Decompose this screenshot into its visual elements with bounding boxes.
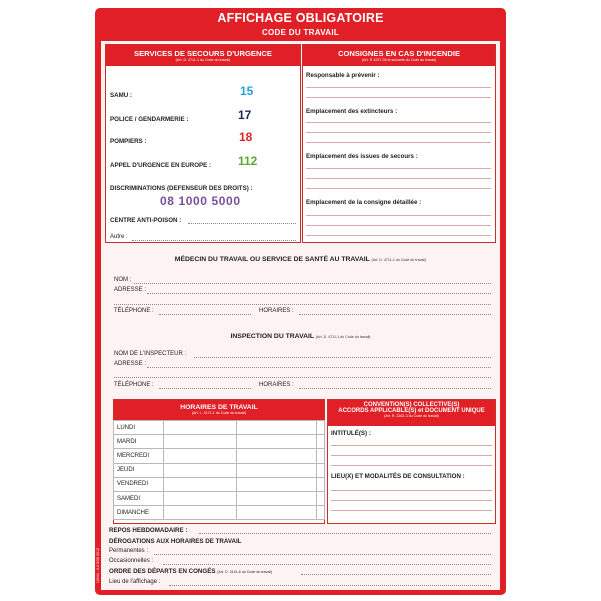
police-number: 17 [238, 108, 252, 122]
convention-title-1: CONVENTION(S) COLLECTIVE(S) [363, 402, 460, 408]
write-line [331, 510, 492, 511]
table-row [114, 463, 325, 477]
inspection-title-text: INSPECTION DU TRAVAIL [230, 333, 314, 340]
police-label: POLICE / GENDARMERIE : [110, 116, 189, 123]
antipoison-label: CENTRE ANTI-POISON : [110, 217, 182, 224]
incendie-panel [302, 44, 496, 243]
vertical-reference: 10044 - 3-3 SGS 0012 [96, 547, 100, 583]
repos-label: REPOS HEBDOMADAIRE : [109, 527, 188, 534]
inspection-horaires-line [299, 388, 491, 389]
write-line [331, 445, 492, 446]
inspection-telephone-label: TÉLÉPHONE : [114, 382, 154, 388]
discriminations-number: 08 1000 5000 [160, 194, 241, 208]
incendie-ref: (Art. R 4227-28 et suivants du Code du travail) [361, 58, 437, 62]
write-line [306, 225, 491, 226]
schedule-cell [163, 491, 237, 505]
medecin-horaires-label: HORAIRES : [259, 308, 294, 314]
schedule-cell [237, 463, 317, 477]
inspection-adresse-line-2 [114, 377, 491, 378]
day-label: VENDREDI [114, 477, 164, 491]
schedule-cell [163, 477, 237, 491]
inspection-nom-label: NOM DE L'INSPECTEUR : [114, 351, 187, 357]
schedule-cell [237, 506, 317, 520]
ordre-label [109, 568, 272, 575]
schedule-cell [317, 506, 325, 520]
europe-number: 112 [238, 154, 258, 168]
inspection-ref: (Art. D. 4711-1 du Code du travail) [315, 335, 371, 339]
responsable-label: Responsable à prévenir : [306, 72, 380, 79]
write-line [331, 465, 492, 466]
derogations-label: DÉROGATIONS AUX HORAIRES DE TRAVAIL [109, 538, 242, 545]
extincteurs-label: Emplacement des extincteurs : [306, 108, 398, 115]
day-label: DIMANCHE [114, 506, 164, 520]
inspection-horaires-label: HORAIRES : [259, 382, 294, 388]
table-row [114, 449, 325, 463]
write-line [306, 168, 491, 169]
inspection-adresse-label: ADRESSE : [114, 361, 147, 367]
medecin-title [101, 256, 500, 263]
incendie-title: CONSIGNES EN CAS D'INCENDIE [337, 49, 461, 58]
convention-title-2: ACCORDS APPLICABLE(S) et DOCUMENT UNIQUE [338, 408, 485, 414]
table-row [114, 421, 325, 435]
write-line [306, 142, 491, 143]
write-line [306, 87, 491, 88]
repos-line [199, 533, 491, 534]
convention-header [328, 400, 495, 426]
day-label: SAMEDI [114, 491, 164, 505]
permanentes-line [154, 554, 491, 555]
consigne-label: Emplacement de la consigne détaillée : [306, 199, 422, 206]
pompiers-label: POMPIERS : [110, 138, 147, 145]
inspection-title [101, 333, 500, 340]
medecin-adresse-line [147, 293, 491, 294]
autre-label: Autre : [110, 234, 128, 240]
schedule-cell [237, 477, 317, 491]
table-row [114, 491, 325, 505]
intitule-label: INTITULÉ(S) : [331, 430, 371, 437]
schedule-cell [237, 435, 317, 449]
write-line [331, 490, 492, 491]
medecin-horaires-line [299, 314, 491, 315]
secours-title: SERVICES DE SECOURS D'URGENCE [134, 49, 272, 58]
schedule-cell [163, 449, 237, 463]
write-line [306, 215, 491, 216]
poster-subtitle: CODE DU TRAVAIL [261, 28, 340, 37]
day-label: MERCREDI [114, 449, 164, 463]
europe-label: APPEL D'URGENCE EN EUROPE : [110, 162, 212, 169]
schedule-cell [237, 449, 317, 463]
write-line [331, 455, 492, 456]
table-row [114, 435, 325, 449]
write-line [306, 235, 491, 236]
day-label: LUNDI [114, 421, 164, 435]
schedule-cell [317, 491, 325, 505]
poster-body [101, 41, 500, 590]
medecin-telephone-line [159, 314, 251, 315]
write-line [306, 188, 491, 189]
schedule-cell [163, 506, 237, 520]
horaires-panel [113, 399, 325, 524]
autre-line [132, 240, 296, 241]
schedule-cell [163, 421, 237, 435]
samu-number: 15 [240, 84, 254, 98]
horaires-title: HORAIRES DE TRAVAIL [180, 404, 258, 411]
write-line [306, 132, 491, 133]
inspection-adresse-line [147, 367, 491, 368]
antipoison-line [188, 223, 296, 224]
medecin-nom-label: NOM : [114, 277, 132, 283]
lieu-affichage-line [169, 585, 491, 586]
secours-header [106, 45, 300, 66]
medecin-ref: (Art. D. 4711-1 du Code du travail) [371, 258, 427, 262]
ordre-text: ORDRE DES DÉPARTS EN CONGÉS [109, 568, 216, 575]
write-line [306, 122, 491, 123]
ordre-ref: (Art. D. 3141-6 du Code du travail) [217, 570, 273, 574]
discriminations-label: DISCRIMINATIONS (DEFENSEUR DES DROITS) : [110, 185, 253, 192]
medecin-nom-line [134, 283, 491, 284]
secours-panel [105, 44, 301, 243]
permanentes-label: Permanentes : [109, 548, 149, 554]
write-line [306, 97, 491, 98]
horaires-table [113, 420, 325, 520]
secours-ref: (Art. D. 4711-1 du Code du travail) [175, 58, 231, 62]
schedule-cell [317, 477, 325, 491]
occasionnelles-line [163, 564, 491, 565]
medecin-adresse-label: ADRESSE : [114, 287, 147, 293]
poster-sheet [95, 8, 506, 595]
lieu-affichage-label: Lieu de l'affichage : [109, 579, 161, 585]
convention-panel [327, 399, 496, 524]
schedule-cell [237, 421, 317, 435]
write-line [306, 178, 491, 179]
day-label: MARDI [114, 435, 164, 449]
schedule-cell [237, 491, 317, 505]
ordre-line [301, 574, 491, 575]
write-line [331, 500, 492, 501]
convention-ref: (Art. R. 2262-3 du Code du travail) [384, 414, 439, 418]
schedule-cell [317, 449, 325, 463]
day-label: JEUDI [114, 463, 164, 477]
schedule-cell [317, 463, 325, 477]
lieu-consultation-label: LIEU(X) ET MODALITÉS DE CONSULTATION : [331, 473, 465, 480]
samu-label: SAMU : [110, 92, 132, 99]
poster-title: AFFICHAGE OBLIGATOIRE [217, 11, 384, 25]
horaires-header [114, 400, 324, 420]
inspection-telephone-line [159, 388, 251, 389]
horaires-ref: (Art. L. 3171-1 du Code du travail) [191, 411, 247, 415]
pompiers-number: 18 [239, 130, 253, 144]
issues-label: Emplacement des issues de secours : [306, 153, 418, 160]
schedule-cell [163, 435, 237, 449]
table-row [114, 477, 325, 491]
incendie-header [303, 45, 495, 66]
table-row [114, 506, 325, 520]
inspection-nom-line [194, 357, 491, 358]
medecin-telephone-label: TÉLÉPHONE : [114, 308, 154, 314]
medecin-title-text: MÉDECIN DU TRAVAIL OU SERVICE DE SANTÉ AU TRAVAIL [174, 256, 370, 263]
schedule-cell [317, 435, 325, 449]
occasionnelles-label: Occasionnelles : [109, 558, 154, 564]
schedule-cell [317, 421, 325, 435]
medecin-adresse-line-2 [114, 304, 491, 305]
schedule-cell [163, 463, 237, 477]
